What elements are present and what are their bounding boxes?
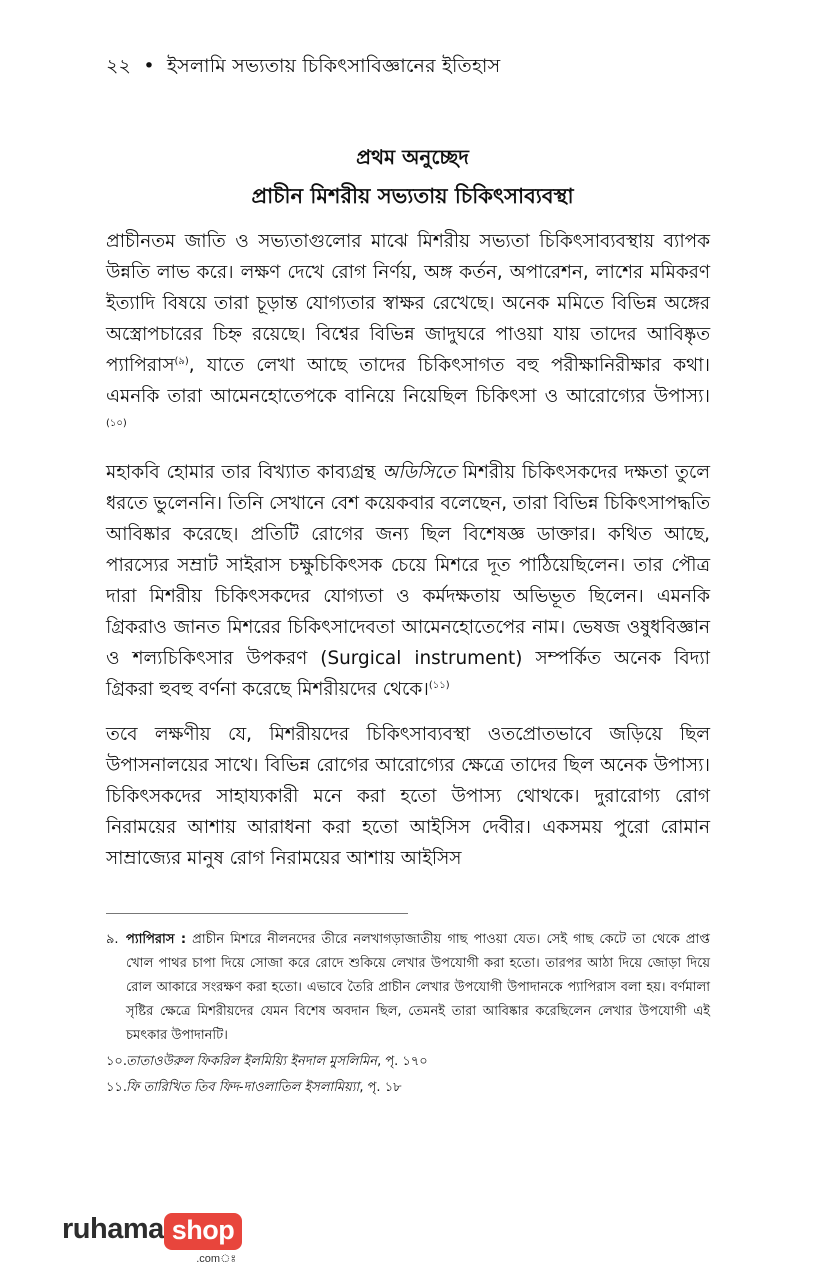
logo-shop: shop xyxy=(164,1213,243,1250)
paragraph-text: তবে লক্ষণীয় যে, মিশরীয়দের চিকিৎসাব্যবস্থা ওতপ্রোতভাবে জড়িয়ে ছিল উপাসনালয়ের সাথে। বিভিন্ন রোগের আরোগ্যের ক্ষেত্রে তাদের ছিল অনেক উপাস্য। চিকিৎসকদের সাহায্যকারী মনে করা হতো উপাস্য থোথকে। দুরারোগ্য রোগ নিরাময়ের আশায় আরাধনা করা হতো আইসিস দেবীর। একসময় পুরো রোমান সাম্রাজ্যের মানুষ রোগ নিরাময়ের আশায় আইসিস xyxy=(106,724,710,869)
book-title: ইসলামি সভ্যতায় চিকিৎসাবিজ্ঞানের ইতিহাস xyxy=(167,55,501,77)
footnote-mark: ১১. xyxy=(106,1080,128,1095)
footnote-ref-9: (৯) xyxy=(174,355,189,367)
footnote-ref-11: (১১) xyxy=(428,679,450,691)
paragraph-2 xyxy=(106,457,710,705)
italic-title: অডিসিতে xyxy=(382,462,456,483)
logo-brand: ruhama xyxy=(62,1213,164,1245)
paragraph-text: , যাতে লেখা আছে তাদের চিকিৎসাগত বহু পরীক্ষানিরীক্ষার কথা। এমনকি তারা আমেনহোতেপকে বানিয়ে নিয়েছিল চিকিৎসা ও আরোগ্যের উপাস্য। xyxy=(106,355,710,407)
footnote-divider xyxy=(106,913,408,914)
chapter-title: প্রথম অনুচ্ছেদ xyxy=(356,145,469,169)
footnote-ref-10: (১০) xyxy=(106,417,127,429)
running-header xyxy=(106,52,500,84)
paragraph-3 xyxy=(106,719,710,874)
page-number: ২২ xyxy=(106,55,132,77)
paragraph-text: প্রাচীনতম জাতি ও সভ্যতাগুলোর মাঝে মিশরীয় সভ্যতা চিকিৎসাব্যবস্থায় ব্যাপক উন্নতি লাভ করে। লক্ষণ দেখে রোগ নির্ণয়, অঙ্গ কর্তন, অপারেশন, লাশের মমিকরণ ইত্যাদি বিষয়ে তারা চূড়ান্ত যোগ্যতার স্বাক্ষর রেখেছে। অনেক মমিতে বিভিন্ন অঙ্গের অস্ত্রোপচারের চিহ্ন রয়েছে। বিশ্বের বিভিন্ন জাদুঘরে পাওয়া যায় তাদের আবিষ্কৃত প্যাপিরাস xyxy=(106,231,710,376)
footnotes xyxy=(106,928,710,1102)
paragraph-text: মহাকবি হোমার তার বিখ্যাত কাব্যগ্রন্থ xyxy=(106,462,383,483)
footnote-text: প্রাচীন মিশরে নীলনদের তীরে নলখাগড়াজাতীয় গাছ পাওয়া যেত। সেই গাছ কেটে তা থেকে প্রাপ্ত খোল পাথর চাপা দিয়ে সোজা করে রোদে শুকিয়ে লেখার উপযোগী করা হতো। তারপর আঠা দিয়ে জোড়া দিয়ে রোল আকারে সংরক্ষণ করা হতো। এভাবে তৈরি প্রাচীন লেখার উপযোগী উপাদানকে প্যাপিরাস বলা হয়। বর্ণমালা সৃষ্টির ক্ষেত্রে মিশরীয়দের যেমন বিশেষ অবদান ছিল, তেমনই তারা আবিষ্কার করেছিলেন লেখার উপযোগী এই চমৎকার উপাদানটি। xyxy=(126,932,710,1043)
header-bullet: • xyxy=(143,55,155,77)
main-body xyxy=(106,226,710,888)
footnote-mark: ৯. xyxy=(106,932,119,947)
footnote-10 xyxy=(106,1050,710,1074)
footnote-source-title: তাতাওউরুল ফিকরিল ইলমিয়্যি ইনদাল মুসলিমিন xyxy=(126,1054,378,1069)
logo-domain: .comঃ xyxy=(196,1253,237,1265)
footnote-text: , পৃ. ১৮ xyxy=(359,1080,402,1095)
footnote-9 xyxy=(106,928,710,1048)
paragraph-1 xyxy=(106,226,710,443)
footnote-term: প্যাপিরাস : xyxy=(126,932,187,947)
chapter-subtitle: প্রাচীন মিশরীয় সভ্যতায় চিকিৎসাব্যবস্থা xyxy=(251,184,574,208)
footnote-text: , পৃ. ১৭০ xyxy=(377,1054,428,1069)
paragraph-text: মিশরীয় চিকিৎসকদের দক্ষতা তুলে ধরতে ভুলেননি। তিনি সেখানে বেশ কয়েকবার বলেছেন, তারা বিভিন্ন চিকিৎসাপদ্ধতি আবিষ্কার করেছে। প্রতিটি রোগের জন্য ছিল বিশেষজ্ঞ ডাক্তার। কথিত আছে, পারস্যের সম্রাট সাইরাস চক্ষুচিকিৎসক চেয়ে মিশরে দূত পাঠিয়েছিলেন। তার পৌত্র দারা মিশরীয় চিকিৎসকদের যোগ্যতা ও কর্মদক্ষতায় অভিভূত ছিলেন। এমনকি গ্রিকরাও জানত মিশরের চিকিৎসাদেবতা আমেনহোতেপের নাম। ভেষজ ওষুধবিজ্ঞান ও শল্যচিকিৎসার উপকরণ (Surgical instrument) সম্পর্কিত অনেক বিদ্যা গ্রিকরা হুবহু বর্ণনা করেছে মিশরীয়দের থেকে। xyxy=(106,462,711,700)
footnote-source-title: ফি তারিখিত তিব ফিদ-দাওলাতিল ইসলামিয়্যা xyxy=(126,1080,360,1095)
footnote-mark: ১০. xyxy=(106,1054,128,1069)
logo-shop-badge xyxy=(164,1213,243,1269)
footnote-11 xyxy=(106,1076,710,1100)
ruhamashop-logo xyxy=(62,1213,242,1269)
